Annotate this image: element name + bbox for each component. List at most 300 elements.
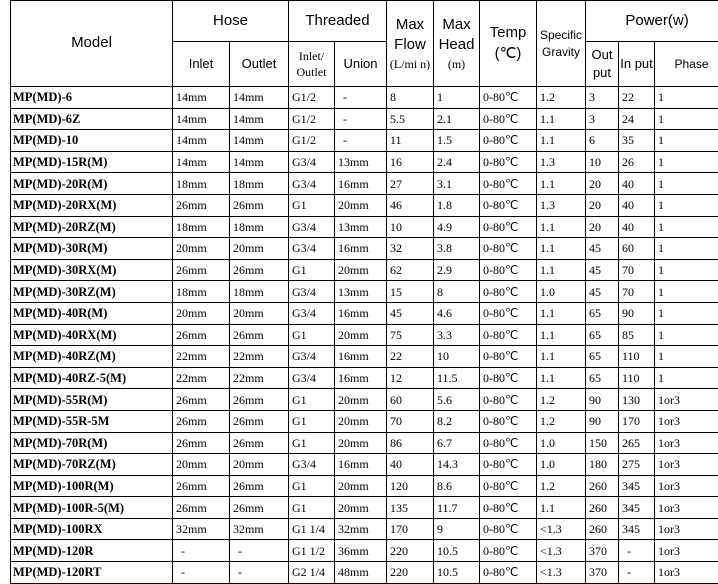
gravity-cell: 1.2: [537, 389, 586, 411]
header-power-in: In put: [619, 42, 655, 87]
model-cell: MP(MD)-20R(M): [11, 173, 173, 195]
hose-inlet-cell: 22mm: [173, 346, 230, 368]
phase-cell: 1: [655, 108, 718, 130]
model-cell: MP(MD)-6Z: [11, 108, 173, 130]
union-cell: 36mm: [335, 540, 387, 562]
power-out-cell: 260: [586, 518, 619, 540]
thread-cell: G1: [289, 475, 335, 497]
union-cell: 20mm: [335, 432, 387, 454]
table-row: [11, 130, 718, 152]
power-in-cell: 110: [619, 346, 655, 368]
hose-outlet-cell: 14mm: [230, 151, 289, 173]
power-in-cell: 26: [619, 151, 655, 173]
model-cell: MP(MD)-70R(M): [11, 432, 173, 454]
max-head-cell: 3.1: [434, 173, 480, 195]
gravity-cell: 1.1: [537, 497, 586, 519]
max-head-cell: 8.2: [434, 410, 480, 432]
header-gravity: [537, 1, 586, 87]
union-cell: 20mm: [335, 475, 387, 497]
temp-cell: 0-80℃: [480, 259, 537, 281]
power-out-cell: 65: [586, 346, 619, 368]
hose-outlet-cell: 26mm: [230, 259, 289, 281]
phase-cell: 1or3: [655, 497, 718, 519]
header-model: Model: [11, 1, 173, 87]
max-head-cell: 11.7: [434, 497, 480, 519]
thread-cell: G1: [289, 497, 335, 519]
gravity-cell: 1.1: [537, 259, 586, 281]
hose-outlet-cell: 26mm: [230, 497, 289, 519]
power-out-cell: 150: [586, 432, 619, 454]
max-flow-cell: 27: [387, 173, 434, 195]
power-out-cell: 3: [586, 108, 619, 130]
power-out-cell: 90: [586, 389, 619, 411]
thread-cell: G3/4: [289, 151, 335, 173]
hose-outlet-cell: -: [230, 562, 289, 584]
max-head-cell: 1: [434, 87, 480, 109]
hose-inlet-cell: 26mm: [173, 194, 230, 216]
temp-cell: 0-80℃: [480, 540, 537, 562]
union-cell: 48mm: [335, 562, 387, 584]
max-flow-cell: 5.5: [387, 108, 434, 130]
thread-cell: G1: [289, 410, 335, 432]
table-row: [11, 497, 718, 519]
power-in-cell: 345: [619, 518, 655, 540]
model-cell: MP(MD)-120RT: [11, 562, 173, 584]
union-cell: 16mm: [335, 454, 387, 476]
header-hose-outlet: Outlet: [230, 42, 289, 87]
hose-outlet-cell: 22mm: [230, 346, 289, 368]
union-cell: 16mm: [335, 346, 387, 368]
gravity-cell: <1.3: [537, 540, 586, 562]
temp-cell: 0-80℃: [480, 87, 537, 109]
model-cell: MP(MD)-100R(M): [11, 475, 173, 497]
gravity-cell: 1.1: [537, 108, 586, 130]
model-cell: MP(MD)-70RZ(M): [11, 454, 173, 476]
table-row: [11, 454, 718, 476]
table-row: [11, 518, 718, 540]
thread-cell: G1: [289, 432, 335, 454]
hose-inlet-cell: 14mm: [173, 108, 230, 130]
max-head-cell: 10: [434, 346, 480, 368]
power-in-cell: 70: [619, 281, 655, 303]
max-flow-cell: 12: [387, 367, 434, 389]
temp-cell: 0-80℃: [480, 432, 537, 454]
max-head-cell: 2.9: [434, 259, 480, 281]
thread-cell: G1/2: [289, 87, 335, 109]
hose-outlet-cell: 26mm: [230, 475, 289, 497]
power-in-cell: 40: [619, 216, 655, 238]
max-head-cell: 14.3: [434, 454, 480, 476]
phase-cell: 1or3: [655, 432, 718, 454]
power-in-cell: 275: [619, 454, 655, 476]
thread-cell: G3/4: [289, 367, 335, 389]
hose-inlet-cell: 20mm: [173, 238, 230, 260]
power-out-cell: 370: [586, 562, 619, 584]
power-in-cell: 35: [619, 130, 655, 152]
phase-cell: 1: [655, 259, 718, 281]
phase-cell: 1or3: [655, 389, 718, 411]
temp-cell: 0-80℃: [480, 389, 537, 411]
table-row: [11, 281, 718, 303]
temp-cell: 0-80℃: [480, 216, 537, 238]
hose-outlet-cell: 32mm: [230, 518, 289, 540]
gravity-cell: 1.3: [537, 151, 586, 173]
max-head-cell: 3.3: [434, 324, 480, 346]
hose-inlet-cell: 18mm: [173, 281, 230, 303]
max-flow-cell: 220: [387, 562, 434, 584]
model-cell: MP(MD)-120R: [11, 540, 173, 562]
thread-cell: G1: [289, 194, 335, 216]
max-head-cell: 4.6: [434, 302, 480, 324]
power-in-cell: 40: [619, 194, 655, 216]
max-flow-cell: 46: [387, 194, 434, 216]
temp-cell: 0-80℃: [480, 324, 537, 346]
gravity-cell: 1.2: [537, 87, 586, 109]
hose-inlet-cell: 26mm: [173, 475, 230, 497]
phase-cell: 1or3: [655, 410, 718, 432]
hose-outlet-cell: 18mm: [230, 281, 289, 303]
max-flow-cell: 60: [387, 389, 434, 411]
temp-cell: 0-80℃: [480, 194, 537, 216]
hose-inlet-cell: 32mm: [173, 518, 230, 540]
max-head-cell: 11.5: [434, 367, 480, 389]
header-temp: [480, 1, 537, 87]
table-row: [11, 540, 718, 562]
power-out-cell: 20: [586, 216, 619, 238]
header-temp-label: Temp: [480, 23, 536, 43]
power-in-cell: 40: [619, 173, 655, 195]
table-row: [11, 389, 718, 411]
union-cell: -: [335, 130, 387, 152]
power-out-cell: 45: [586, 238, 619, 260]
temp-cell: 0-80℃: [480, 497, 537, 519]
table-row: [11, 238, 718, 260]
header-max-flow: [387, 1, 434, 87]
phase-cell: 1: [655, 173, 718, 195]
table-row: [11, 108, 718, 130]
model-cell: MP(MD)-100R-5(M): [11, 497, 173, 519]
phase-cell: 1: [655, 151, 718, 173]
hose-inlet-cell: 22mm: [173, 367, 230, 389]
gravity-cell: 1.0: [537, 432, 586, 454]
power-in-cell: 60: [619, 238, 655, 260]
temp-cell: 0-80℃: [480, 281, 537, 303]
model-cell: MP(MD)-6: [11, 87, 173, 109]
table-row: [11, 87, 718, 109]
thread-cell: G1: [289, 389, 335, 411]
power-in-cell: 265: [619, 432, 655, 454]
max-flow-cell: 220: [387, 540, 434, 562]
model-cell: MP(MD)-30RX(M): [11, 259, 173, 281]
hose-outlet-cell: 26mm: [230, 410, 289, 432]
union-cell: 20mm: [335, 410, 387, 432]
union-cell: 13mm: [335, 281, 387, 303]
model-cell: MP(MD)-15R(M): [11, 151, 173, 173]
max-flow-cell: 15: [387, 281, 434, 303]
max-head-cell: 4.9: [434, 216, 480, 238]
hose-inlet-cell: 14mm: [173, 130, 230, 152]
max-head-cell: 10.5: [434, 562, 480, 584]
thread-cell: G3/4: [289, 454, 335, 476]
header-threaded: Threaded: [289, 1, 387, 42]
max-head-cell: 2.1: [434, 108, 480, 130]
temp-cell: 0-80℃: [480, 238, 537, 260]
header-temp-unit: (℃): [480, 44, 536, 64]
header-max-head: [434, 1, 480, 87]
phase-cell: 1: [655, 346, 718, 368]
union-cell: -: [335, 87, 387, 109]
max-flow-cell: 22: [387, 346, 434, 368]
table-row: [11, 173, 718, 195]
table-row: [11, 194, 718, 216]
header-max-head-unit: (m): [434, 56, 479, 72]
gravity-cell: 1.3: [537, 194, 586, 216]
power-out-cell: 3: [586, 87, 619, 109]
union-cell: 20mm: [335, 389, 387, 411]
max-flow-cell: 75: [387, 324, 434, 346]
temp-cell: 0-80℃: [480, 108, 537, 130]
max-flow-cell: 62: [387, 259, 434, 281]
model-cell: MP(MD)-20RX(M): [11, 194, 173, 216]
max-head-cell: 3.8: [434, 238, 480, 260]
power-in-cell: 345: [619, 497, 655, 519]
gravity-cell: 1.2: [537, 410, 586, 432]
max-flow-cell: 40: [387, 454, 434, 476]
phase-cell: 1or3: [655, 454, 718, 476]
model-cell: MP(MD)-30R(M): [11, 238, 173, 260]
power-in-cell: 90: [619, 302, 655, 324]
phase-cell: 1: [655, 130, 718, 152]
power-in-cell: 345: [619, 475, 655, 497]
gravity-cell: 1.0: [537, 281, 586, 303]
model-cell: MP(MD)-30RZ(M): [11, 281, 173, 303]
temp-cell: 0-80℃: [480, 346, 537, 368]
phase-cell: 1: [655, 87, 718, 109]
union-cell: 16mm: [335, 238, 387, 260]
power-out-cell: 65: [586, 302, 619, 324]
max-head-cell: 9: [434, 518, 480, 540]
thread-cell: G3/4: [289, 281, 335, 303]
gravity-cell: 1.1: [537, 324, 586, 346]
phase-cell: 1or3: [655, 475, 718, 497]
power-out-cell: 6: [586, 130, 619, 152]
union-cell: 13mm: [335, 151, 387, 173]
table-row: [11, 302, 718, 324]
hose-outlet-cell: 26mm: [230, 432, 289, 454]
power-out-cell: 260: [586, 497, 619, 519]
hose-outlet-cell: 22mm: [230, 367, 289, 389]
table-row: [11, 151, 718, 173]
hose-inlet-cell: 14mm: [173, 151, 230, 173]
thread-cell: G1: [289, 259, 335, 281]
model-cell: MP(MD)-40RZ-5(M): [11, 367, 173, 389]
thread-cell: G1 1/2: [289, 540, 335, 562]
union-cell: -: [335, 108, 387, 130]
header-hose: Hose: [173, 1, 289, 42]
table-body: [11, 87, 718, 584]
temp-cell: 0-80℃: [480, 475, 537, 497]
temp-cell: 0-80℃: [480, 518, 537, 540]
power-in-cell: 110: [619, 367, 655, 389]
gravity-cell: 1.1: [537, 367, 586, 389]
union-cell: 16mm: [335, 302, 387, 324]
gravity-cell: 1.1: [537, 130, 586, 152]
model-cell: MP(MD)-20RZ(M): [11, 216, 173, 238]
max-flow-cell: 120: [387, 475, 434, 497]
header-phase: Phase: [655, 42, 718, 87]
gravity-cell: 1.0: [537, 454, 586, 476]
gravity-cell: <1.3: [537, 562, 586, 584]
max-head-cell: 5.6: [434, 389, 480, 411]
power-out-cell: 65: [586, 367, 619, 389]
model-cell: MP(MD)-40RZ(M): [11, 346, 173, 368]
hose-inlet-cell: 26mm: [173, 389, 230, 411]
max-head-cell: 8: [434, 281, 480, 303]
hose-outlet-cell: 20mm: [230, 238, 289, 260]
max-head-cell: 1.8: [434, 194, 480, 216]
thread-cell: G3/4: [289, 302, 335, 324]
header-max-head-line2: Head: [434, 35, 479, 55]
hose-outlet-cell: 26mm: [230, 389, 289, 411]
model-cell: MP(MD)-55R-5M: [11, 410, 173, 432]
max-head-cell: 10.5: [434, 540, 480, 562]
gravity-cell: 1.1: [537, 173, 586, 195]
model-cell: MP(MD)-40R(M): [11, 302, 173, 324]
thread-cell: G1 1/4: [289, 518, 335, 540]
power-out-cell: 180: [586, 454, 619, 476]
hose-inlet-cell: 26mm: [173, 259, 230, 281]
hose-inlet-cell: 26mm: [173, 410, 230, 432]
thread-cell: G3/4: [289, 346, 335, 368]
power-in-cell: 22: [619, 87, 655, 109]
pump-spec-table: [10, 0, 718, 584]
hose-inlet-cell: 26mm: [173, 432, 230, 454]
phase-cell: 1: [655, 367, 718, 389]
header-gravity-line2: Gravity: [537, 44, 585, 60]
header-max-flow-unit: (L/mi n): [387, 56, 433, 72]
phase-cell: 1: [655, 324, 718, 346]
hose-outlet-cell: 14mm: [230, 108, 289, 130]
hose-outlet-cell: 20mm: [230, 454, 289, 476]
gravity-cell: 1.1: [537, 346, 586, 368]
union-cell: 16mm: [335, 173, 387, 195]
header-threaded-union: Union: [335, 42, 387, 87]
hose-inlet-cell: 20mm: [173, 454, 230, 476]
model-cell: MP(MD)-40RX(M): [11, 324, 173, 346]
phase-cell: 1: [655, 238, 718, 260]
power-in-cell: -: [619, 562, 655, 584]
power-in-cell: 24: [619, 108, 655, 130]
gravity-cell: 1.1: [537, 238, 586, 260]
thread-cell: G3/4: [289, 173, 335, 195]
hose-outlet-cell: 26mm: [230, 324, 289, 346]
table-row: [11, 346, 718, 368]
table-row: [11, 324, 718, 346]
power-out-cell: 10: [586, 151, 619, 173]
gravity-cell: <1.3: [537, 518, 586, 540]
hose-outlet-cell: 18mm: [230, 173, 289, 195]
power-out-cell: 65: [586, 324, 619, 346]
thread-cell: G1: [289, 324, 335, 346]
max-head-cell: 2.4: [434, 151, 480, 173]
hose-inlet-cell: 26mm: [173, 324, 230, 346]
hose-outlet-cell: -: [230, 540, 289, 562]
thread-cell: G3/4: [289, 238, 335, 260]
max-flow-cell: 16: [387, 151, 434, 173]
hose-inlet-cell: 26mm: [173, 497, 230, 519]
power-out-cell: 370: [586, 540, 619, 562]
union-cell: 20mm: [335, 324, 387, 346]
temp-cell: 0-80℃: [480, 454, 537, 476]
header-power: Power(w): [586, 1, 718, 42]
power-in-cell: 130: [619, 389, 655, 411]
phase-cell: 1: [655, 194, 718, 216]
temp-cell: 0-80℃: [480, 151, 537, 173]
header-max-flow-line1: Max: [387, 15, 433, 35]
max-flow-cell: 86: [387, 432, 434, 454]
table-row: [11, 562, 718, 584]
power-out-cell: 45: [586, 259, 619, 281]
phase-cell: 1or3: [655, 518, 718, 540]
union-cell: 20mm: [335, 194, 387, 216]
header-max-flow-line2: Flow: [387, 35, 433, 55]
header-hose-inlet: Inlet: [173, 42, 230, 87]
hose-outlet-cell: 20mm: [230, 302, 289, 324]
max-head-cell: 1.5: [434, 130, 480, 152]
temp-cell: 0-80℃: [480, 130, 537, 152]
model-cell: MP(MD)-10: [11, 130, 173, 152]
union-cell: 32mm: [335, 518, 387, 540]
thread-cell: G1/2: [289, 108, 335, 130]
union-cell: 16mm: [335, 367, 387, 389]
max-flow-cell: 45: [387, 302, 434, 324]
temp-cell: 0-80℃: [480, 367, 537, 389]
max-flow-cell: 170: [387, 518, 434, 540]
model-cell: MP(MD)-100RX: [11, 518, 173, 540]
power-in-cell: -: [619, 540, 655, 562]
hose-outlet-cell: 18mm: [230, 216, 289, 238]
phase-cell: 1: [655, 281, 718, 303]
union-cell: 13mm: [335, 216, 387, 238]
max-head-cell: 6.7: [434, 432, 480, 454]
hose-outlet-cell: 14mm: [230, 130, 289, 152]
thread-cell: G1/2: [289, 130, 335, 152]
max-flow-cell: 32: [387, 238, 434, 260]
hose-inlet-cell: 14mm: [173, 87, 230, 109]
max-flow-cell: 70: [387, 410, 434, 432]
table-row: [11, 367, 718, 389]
table-row: [11, 410, 718, 432]
header-max-head-line1: Max: [434, 15, 479, 35]
power-in-cell: 85: [619, 324, 655, 346]
power-out-cell: 20: [586, 194, 619, 216]
table-row: [11, 259, 718, 281]
temp-cell: 0-80℃: [480, 302, 537, 324]
header-gravity-line1: Specific: [537, 27, 585, 43]
model-cell: MP(MD)-55R(M): [11, 389, 173, 411]
temp-cell: 0-80℃: [480, 173, 537, 195]
header-power-out: Out put: [586, 42, 619, 87]
max-head-cell: 8.6: [434, 475, 480, 497]
union-cell: 20mm: [335, 259, 387, 281]
gravity-cell: 1.2: [537, 475, 586, 497]
max-flow-cell: 11: [387, 130, 434, 152]
power-out-cell: 20: [586, 173, 619, 195]
table-row: [11, 216, 718, 238]
hose-inlet-cell: -: [173, 562, 230, 584]
phase-cell: 1or3: [655, 540, 718, 562]
thread-cell: G3/4: [289, 216, 335, 238]
